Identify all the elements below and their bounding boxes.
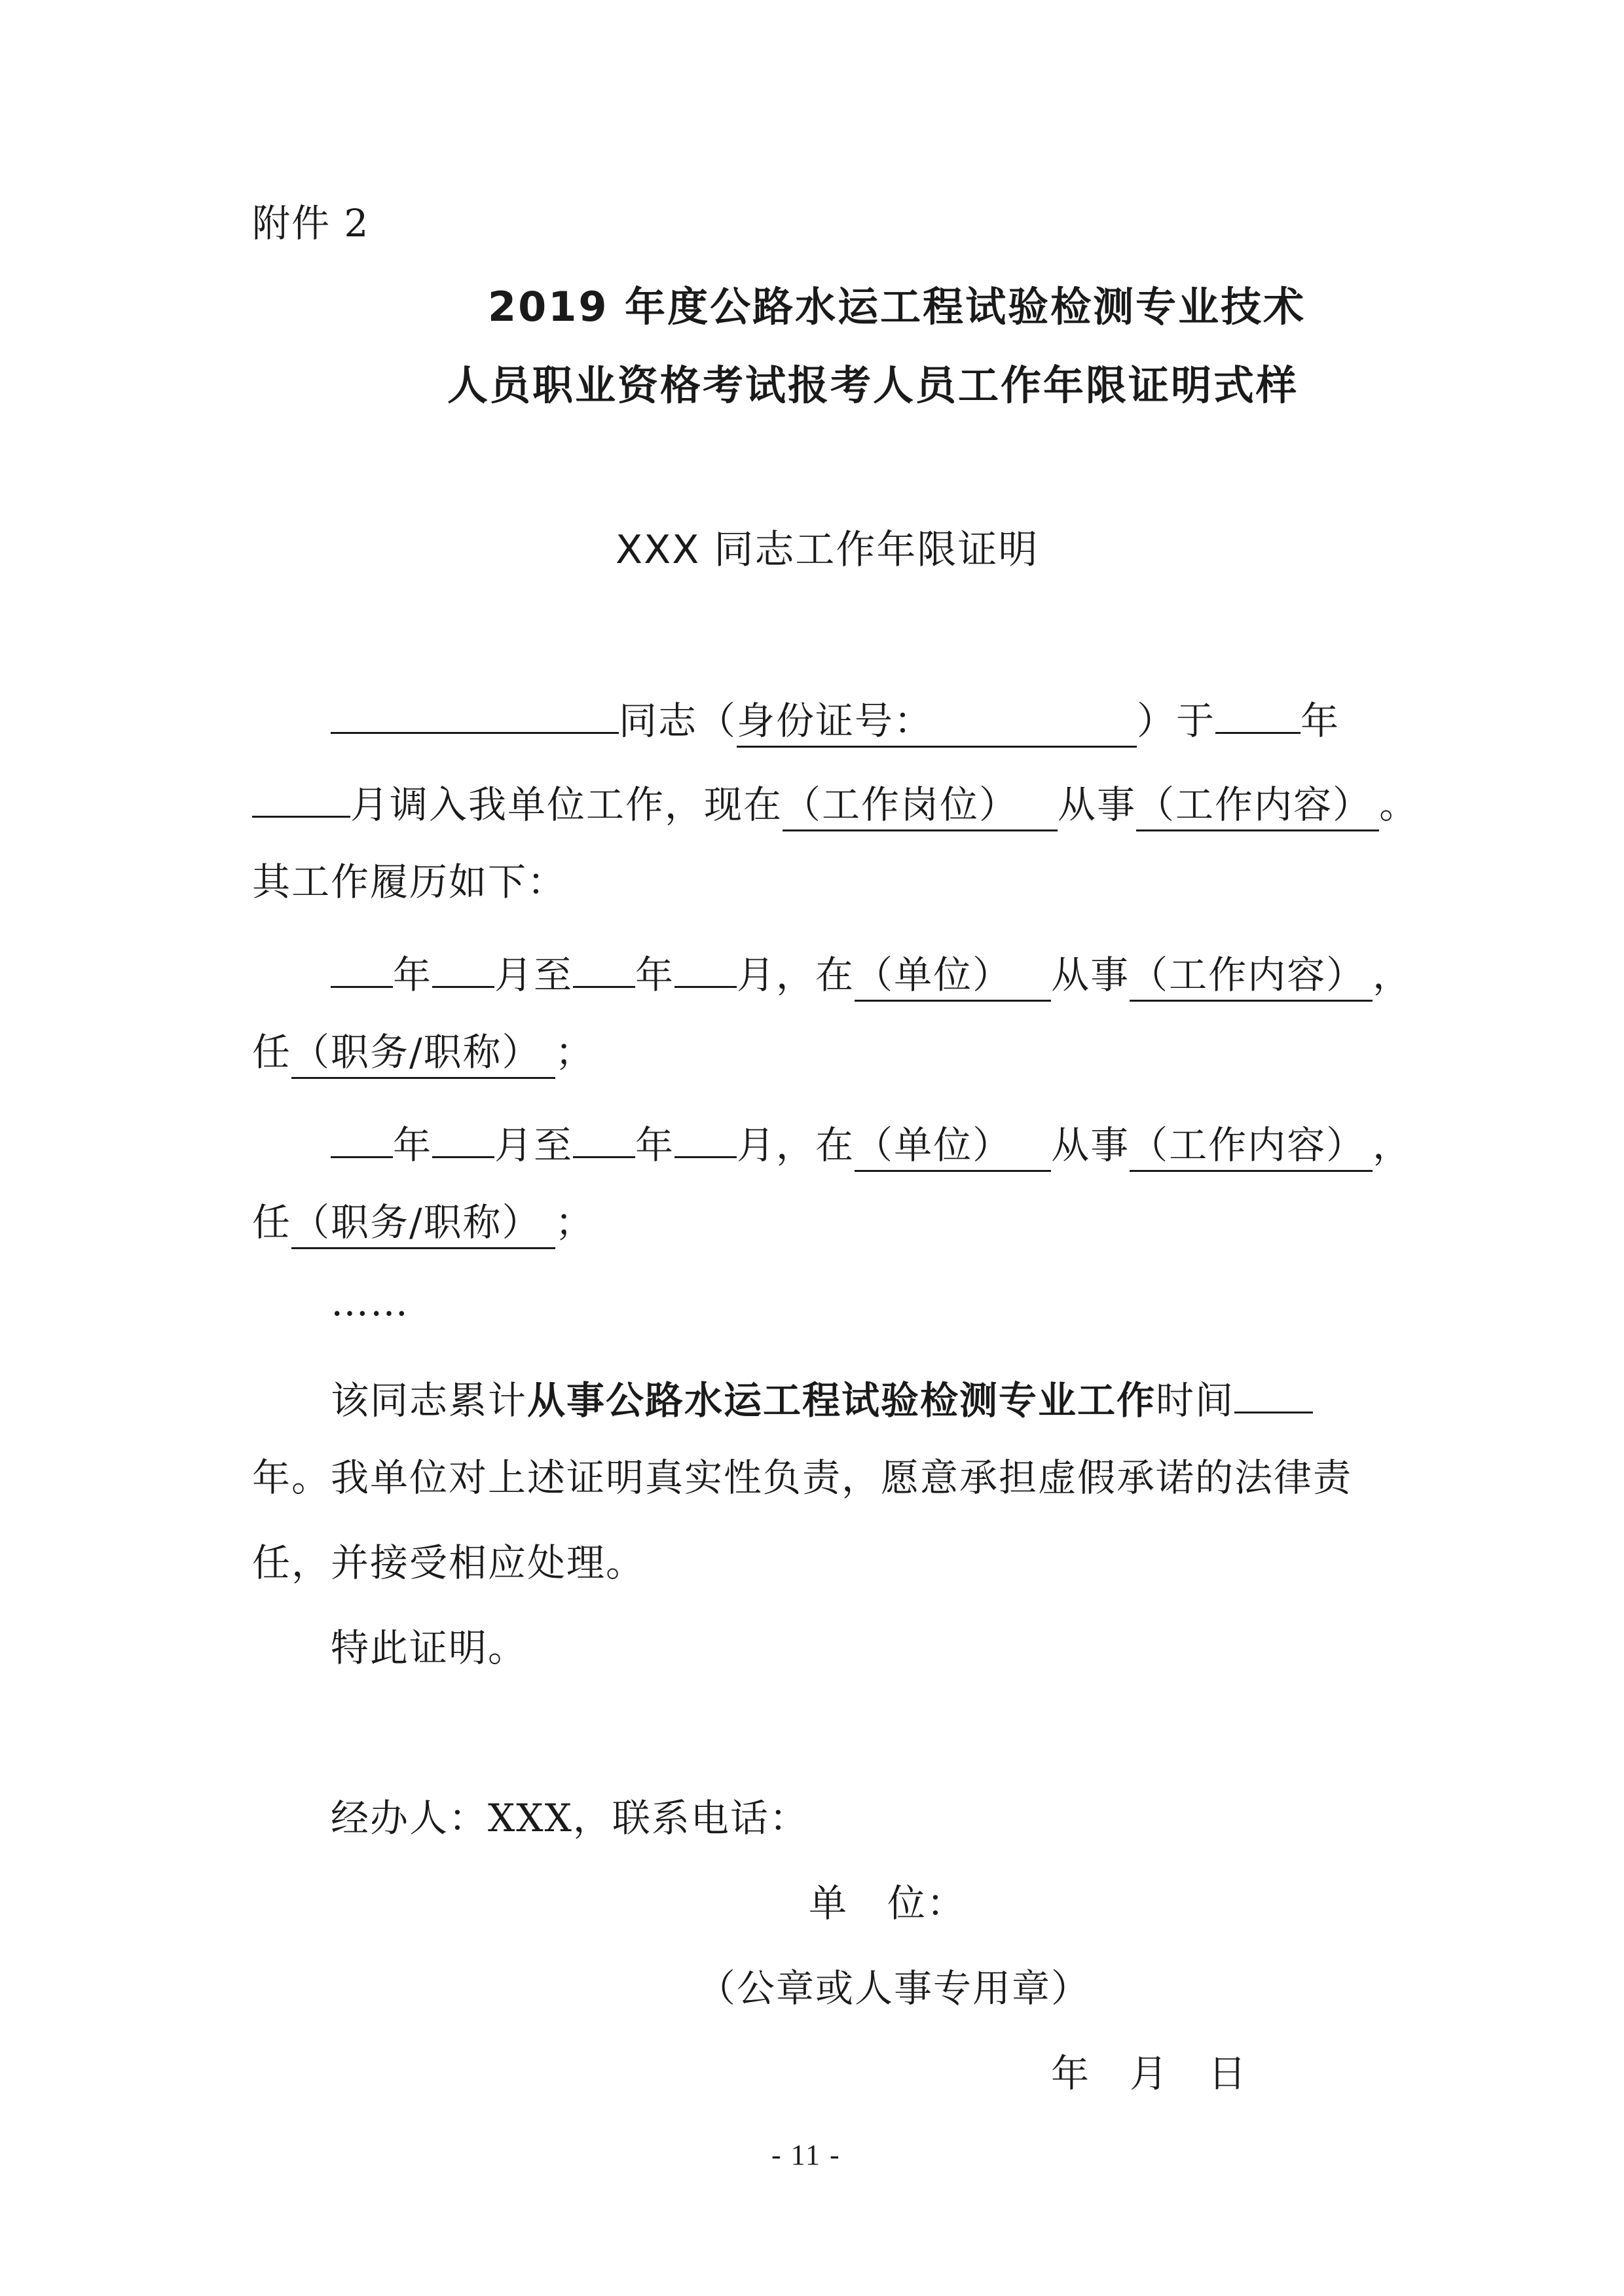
entry2-work-content-field: （工作内容）: [1130, 1123, 1373, 1172]
cumulative-bold-text: 从事公路水运工程试验检测专业工作: [527, 1378, 1156, 1423]
comrade-text: 同志（: [619, 699, 737, 743]
history-entry-1-line2: [252, 1030, 595, 1074]
cumulative-years-blank: [1234, 1374, 1313, 1413]
entry2-hold: 任: [252, 1200, 292, 1245]
post-field: （工作岗位）: [783, 782, 1058, 831]
unit-label: 单 位：: [809, 1881, 967, 1925]
seal-label: （公章或人事专用章）: [697, 1966, 1091, 2011]
year-blank: [1215, 694, 1301, 734]
entry2-month1: 月至: [494, 1123, 574, 1167]
entry1-month1-blank: [432, 948, 494, 988]
handler-contact: 经办人：XXX，联系电话：: [331, 1796, 809, 1840]
name-blank: [331, 694, 619, 734]
ellipsis: ……: [331, 1280, 409, 1324]
id-number-field: 身份证号：: [737, 699, 1137, 748]
entry1-position-field: （职务/职称）: [291, 1030, 555, 1079]
certificate-subtitle: XXX 同志工作年限证明: [616, 527, 1039, 573]
entry2-month2: 月，在: [737, 1123, 855, 1167]
title-line-2: 人员职业资格考试报考人员工作年限证明式样: [447, 361, 1299, 409]
entry1-comma: ，: [1373, 953, 1412, 997]
history-entry-1-line1: [331, 948, 1412, 997]
entry2-year2: 年: [635, 1123, 675, 1167]
date-label: 年 月 日: [1051, 2051, 1248, 2096]
entry2-position-field: （职务/职称）: [291, 1200, 555, 1249]
year-text: 年: [1301, 699, 1340, 743]
entry2-semicolon: ；: [555, 1200, 595, 1245]
cumulative-line1: [331, 1374, 1313, 1423]
entry1-month1: 月至: [494, 953, 574, 997]
entry1-year2: 年: [635, 953, 675, 997]
entry1-work-content-field: （工作内容）: [1130, 953, 1373, 1002]
entry2-month1-blank: [432, 1118, 494, 1158]
entry1-month2-blank: [674, 948, 737, 988]
paragraph1-line1: [331, 694, 1340, 743]
month-blank: [252, 778, 350, 818]
cumulative-prefix: 该同志累计: [331, 1378, 528, 1423]
entry1-year2-blank: [573, 948, 635, 988]
entry1-month2: 月，在: [737, 953, 855, 997]
entry2-comma: ，: [1373, 1123, 1412, 1167]
entry1-unit-field: （单位）: [855, 953, 1051, 1002]
entry1-year1-blank: [331, 948, 393, 988]
history-intro: 其工作履历如下：: [252, 860, 567, 904]
entry1-semicolon: ；: [555, 1030, 595, 1074]
entry2-year2-blank: [573, 1118, 635, 1158]
attachment-label: 附件 2: [252, 201, 370, 246]
page-number: - 11 -: [771, 2139, 841, 2171]
entry2-year1-blank: [331, 1118, 393, 1158]
entry2-month2-blank: [674, 1118, 737, 1158]
entry1-engaged: 从事: [1051, 953, 1130, 997]
cumulative-suffix: 时间: [1156, 1378, 1235, 1423]
entry2-year1: 年: [393, 1123, 433, 1167]
title-line-1: 2019 年度公路水运工程试验检测专业技术: [488, 283, 1306, 331]
close-at-text: ）于: [1137, 699, 1216, 743]
engaged-text: 从事: [1058, 782, 1137, 827]
hereby-statement: 特此证明。: [331, 1626, 528, 1670]
cumulative-line3: 任，并接受相应处理。: [252, 1540, 646, 1585]
cumulative-line2: 年。我单位对上述证明真实性负责，愿意承担虚假承诺的法律责: [252, 1455, 1353, 1500]
paragraph1-line2: [252, 778, 1419, 827]
history-entry-2-line2: [252, 1200, 595, 1245]
entry2-engaged: 从事: [1051, 1123, 1130, 1167]
entry1-year1: 年: [393, 953, 433, 997]
work-content-field: （工作内容）: [1136, 782, 1379, 831]
period-text: 。: [1379, 782, 1419, 827]
entry1-hold: 任: [252, 1030, 292, 1074]
entry2-unit-field: （单位）: [855, 1123, 1051, 1172]
history-entry-2-line1: [331, 1118, 1412, 1167]
month-transfer-text: 月调入我单位工作，现在: [350, 782, 783, 827]
